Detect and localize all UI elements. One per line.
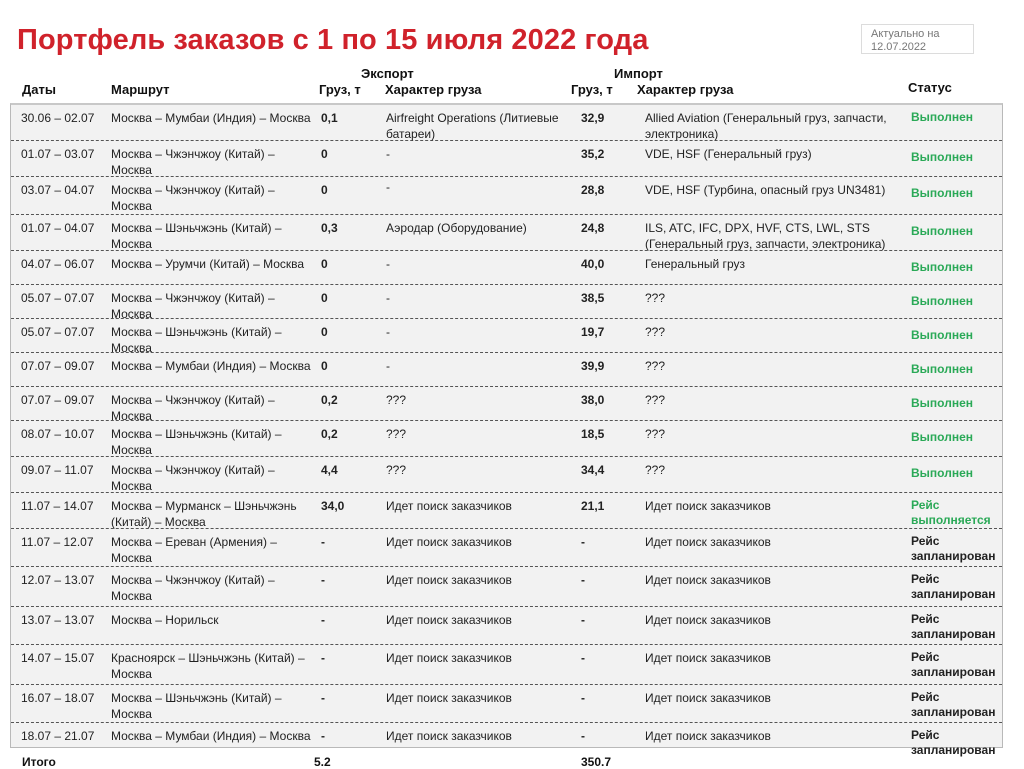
row-import-cargo: VDE, HSF (Турбина, опасный груз UN3481)	[645, 183, 886, 197]
row-route: Москва – Чжэнчжоу (Китай) – Москва	[111, 183, 275, 213]
row-dates: 08.07 – 10.07	[21, 427, 95, 441]
status-badge: Выполнен	[911, 224, 973, 238]
row-export-cargo: Идет поиск заказчиков	[386, 613, 512, 627]
row-import-cargo: VDE, HSF (Генеральный груз)	[645, 147, 812, 161]
col-header-export-weight: Груз, т	[319, 82, 361, 97]
row-export-cargo: -	[386, 257, 390, 271]
table-row	[11, 141, 1002, 177]
status-badge: Выполнен	[911, 396, 973, 410]
row-export-weight: 0	[321, 359, 328, 373]
row-import-cargo: Генеральный груз	[645, 257, 745, 271]
row-import-cargo: ???	[645, 325, 666, 339]
row-dates: 11.07 – 14.07	[21, 499, 94, 513]
status-badge: Рейс выполняется	[911, 498, 991, 527]
row-dates: 05.07 – 07.07	[21, 291, 95, 305]
status-badge: Выполнен	[911, 186, 973, 200]
row-export-cargo: Airfreight Operations (Литиевые батареи)	[386, 111, 559, 141]
table-row	[11, 319, 1002, 353]
row-route: Москва – Шэньчжэнь (Китай) – Москва	[111, 427, 282, 457]
row-export-weight: 0	[321, 257, 328, 271]
col-header-import-group: Импорт	[614, 66, 663, 81]
row-import-cargo: Allied Aviation (Генеральный груз, запчасти, электроника)	[645, 111, 887, 141]
row-dates: 14.07 – 15.07	[21, 651, 95, 665]
row-import-cargo: Идет поиск заказчиков	[645, 573, 771, 587]
row-route: Москва – Мумбаи (Индия) – Москва	[111, 111, 311, 125]
row-export-weight: 0	[321, 183, 328, 197]
row-import-cargo: ???	[645, 393, 666, 407]
row-route: Москва – Ереван (Армения) – Москва	[111, 535, 277, 565]
actual-date-box	[861, 24, 974, 54]
table-row	[11, 387, 1002, 421]
row-import-cargo: ???	[645, 359, 666, 373]
row-dates: 09.07 – 11.07	[21, 463, 94, 477]
row-export-cargo: Идет поиск заказчиков	[386, 535, 512, 549]
row-export-cargo: -	[386, 147, 390, 161]
col-header-status: Статус	[908, 80, 952, 95]
row-route: Москва – Норильск	[111, 613, 219, 627]
row-dates: 16.07 – 18.07	[21, 691, 95, 705]
row-route: Красноярск – Шэньчжэнь (Китай) – Москва	[111, 651, 305, 681]
row-dates: 05.07 – 07.07	[21, 325, 95, 339]
status-badge: Рейс запланирован	[911, 728, 996, 757]
actual-label: Актуально на	[871, 28, 940, 40]
row-import-weight: -	[581, 651, 585, 665]
row-export-weight: 0,2	[321, 427, 338, 441]
actual-date: 12.07.2022	[871, 41, 927, 53]
row-import-weight: 24,8	[581, 221, 605, 235]
row-import-weight: -	[581, 691, 585, 705]
col-header-export-cargo: Характер груза	[385, 82, 482, 97]
row-dates: 11.07 – 12.07	[21, 535, 94, 549]
row-import-weight: 38,0	[581, 393, 605, 407]
row-import-cargo: ILS, ATC, IFC, DPX, HVF, CTS, LWL, STS (Генеральный груз, запчасти, электроника)	[645, 221, 886, 251]
row-export-weight: -	[321, 691, 325, 705]
page-title: Портфель заказов с 1 по 15 июля 2022 года	[17, 24, 649, 56]
status-badge: Выполнен	[911, 260, 973, 274]
row-export-weight: 0,1	[321, 111, 338, 125]
row-import-weight: -	[581, 535, 585, 549]
row-dates: 03.07 – 04.07	[21, 183, 95, 197]
row-export-cargo: ???	[386, 393, 407, 407]
row-import-cargo: Идет поиск заказчиков	[645, 729, 771, 743]
row-import-cargo: ???	[645, 463, 666, 477]
row-export-cargo: -	[386, 325, 390, 339]
row-export-weight: -	[321, 573, 325, 587]
row-route: Москва – Шэньчжэнь (Китай) – Москва	[111, 325, 282, 355]
row-dates: 18.07 – 21.07	[21, 729, 95, 743]
status-badge: Выполнен	[911, 110, 973, 124]
table-row	[11, 723, 1002, 757]
row-import-weight: 28,8	[581, 183, 605, 197]
row-import-weight: 38,5	[581, 291, 605, 305]
row-export-weight: 0	[321, 147, 328, 161]
total-export-weight: 5.2	[314, 755, 331, 769]
row-route: Москва – Мумбаи (Индия) – Москва	[111, 359, 311, 373]
row-dates: 07.07 – 09.07	[21, 359, 95, 373]
row-export-cargo: ???	[386, 463, 407, 477]
row-export-weight: 0,2	[321, 393, 338, 407]
row-export-weight: -	[321, 651, 325, 665]
row-import-weight: 34,4	[581, 463, 605, 477]
col-header-export-group: Экспорт	[361, 66, 414, 81]
row-import-cargo: Идет поиск заказчиков	[645, 535, 771, 549]
table-row	[11, 685, 1002, 723]
row-dates: 12.07 – 13.07	[21, 573, 95, 587]
row-export-weight: -	[321, 729, 325, 743]
row-export-cargo: -	[386, 291, 390, 305]
row-export-weight: 0,3	[321, 221, 338, 235]
row-dates: 04.07 – 06.07	[21, 257, 95, 271]
row-export-cargo: Аэродар (Оборудование)	[386, 221, 527, 235]
row-import-weight: -	[581, 729, 585, 743]
row-import-cargo: Идет поиск заказчиков	[645, 499, 771, 513]
row-dates: 07.07 – 09.07	[21, 393, 95, 407]
row-export-weight: 34,0	[321, 499, 345, 513]
row-export-cargo: -	[386, 359, 390, 373]
row-route: Москва – Чжэнчжоу (Китай) – Москва	[111, 147, 275, 177]
row-export-cargo: -	[386, 180, 390, 194]
row-import-weight: -	[581, 573, 585, 587]
row-import-cargo: Идет поиск заказчиков	[645, 613, 771, 627]
orders-table	[10, 103, 1003, 757]
status-badge: Выполнен	[911, 362, 973, 376]
row-dates: 01.07 – 03.07	[21, 147, 95, 161]
table-row	[11, 567, 1002, 607]
row-route: Москва – Мумбаи (Индия) – Москва	[111, 729, 311, 743]
row-import-cargo: ???	[645, 291, 666, 305]
row-export-weight: -	[321, 535, 325, 549]
row-import-weight: 39,9	[581, 359, 605, 373]
table-row	[11, 105, 1002, 141]
row-export-weight: 0	[321, 325, 328, 339]
col-header-import-cargo: Характер груза	[637, 82, 734, 97]
row-import-cargo: Идет поиск заказчиков	[645, 691, 771, 705]
row-import-cargo: Идет поиск заказчиков	[645, 651, 771, 665]
table-row	[11, 493, 1002, 529]
status-badge: Рейс запланирован	[911, 690, 996, 719]
status-badge: Выполнен	[911, 294, 973, 308]
table-row	[11, 215, 1002, 251]
row-export-weight: 0	[321, 291, 328, 305]
table-row	[11, 177, 1002, 215]
row-export-weight: -	[321, 613, 325, 627]
col-header-dates: Даты	[22, 82, 56, 97]
row-import-weight: 32,9	[581, 111, 605, 125]
row-import-weight: -	[581, 613, 585, 627]
row-dates: 01.07 – 04.07	[21, 221, 95, 235]
row-export-cargo: Идет поиск заказчиков	[386, 651, 512, 665]
row-import-weight: 19,7	[581, 325, 605, 339]
status-badge: Выполнен	[911, 466, 973, 480]
table-row	[11, 457, 1002, 493]
table-row	[11, 251, 1002, 285]
status-badge: Выполнен	[911, 430, 973, 444]
row-export-cargo: ???	[386, 427, 407, 441]
row-export-cargo: Идет поиск заказчиков	[386, 573, 512, 587]
col-header-route: Маршрут	[111, 82, 170, 97]
row-export-cargo: Идет поиск заказчиков	[386, 729, 512, 743]
row-import-cargo: ???	[645, 427, 666, 441]
total-label: Итого	[22, 755, 56, 769]
status-badge: Выполнен	[911, 150, 973, 164]
table-row	[11, 353, 1002, 387]
row-route: Москва – Урумчи (Китай) – Москва	[111, 257, 305, 271]
row-export-cargo: Идет поиск заказчиков	[386, 691, 512, 705]
row-route: Москва – Шэньчжэнь (Китай) – Москва	[111, 691, 282, 721]
row-route: Москва – Шэньчжэнь (Китай) – Москва	[111, 221, 282, 251]
row-export-cargo: Идет поиск заказчиков	[386, 499, 512, 513]
table-row	[11, 529, 1002, 567]
row-import-weight: 18,5	[581, 427, 605, 441]
row-dates: 13.07 – 13.07	[21, 613, 95, 627]
table-row	[11, 607, 1002, 645]
status-badge: Выполнен	[911, 328, 973, 342]
row-export-weight: 4,4	[321, 463, 338, 477]
row-route: Москва – Чжэнчжоу (Китай) – Москва	[111, 291, 275, 321]
status-badge: Рейс запланирован	[911, 650, 996, 679]
row-route: Москва – Чжэнчжоу (Китай) – Москва	[111, 573, 275, 603]
row-import-weight: 40,0	[581, 257, 605, 271]
status-badge: Рейс запланирован	[911, 572, 996, 601]
row-import-weight: 21,1	[581, 499, 605, 513]
row-dates: 30.06 – 02.07	[21, 111, 95, 125]
col-header-import-weight: Груз, т	[571, 82, 613, 97]
table-row	[11, 421, 1002, 457]
status-badge: Рейс запланирован	[911, 534, 996, 563]
row-route: Москва – Мурманск – Шэньчжэнь (Китай) – Москва	[111, 499, 297, 529]
table-row	[11, 645, 1002, 685]
total-import-weight: 350.7	[581, 755, 612, 769]
row-route: Москва – Чжэнчжоу (Китай) – Москва	[111, 393, 275, 423]
table-row	[11, 285, 1002, 319]
status-badge: Рейс запланирован	[911, 612, 996, 641]
row-import-weight: 35,2	[581, 147, 605, 161]
row-route: Москва – Чжэнчжоу (Китай) – Москва	[111, 463, 275, 493]
